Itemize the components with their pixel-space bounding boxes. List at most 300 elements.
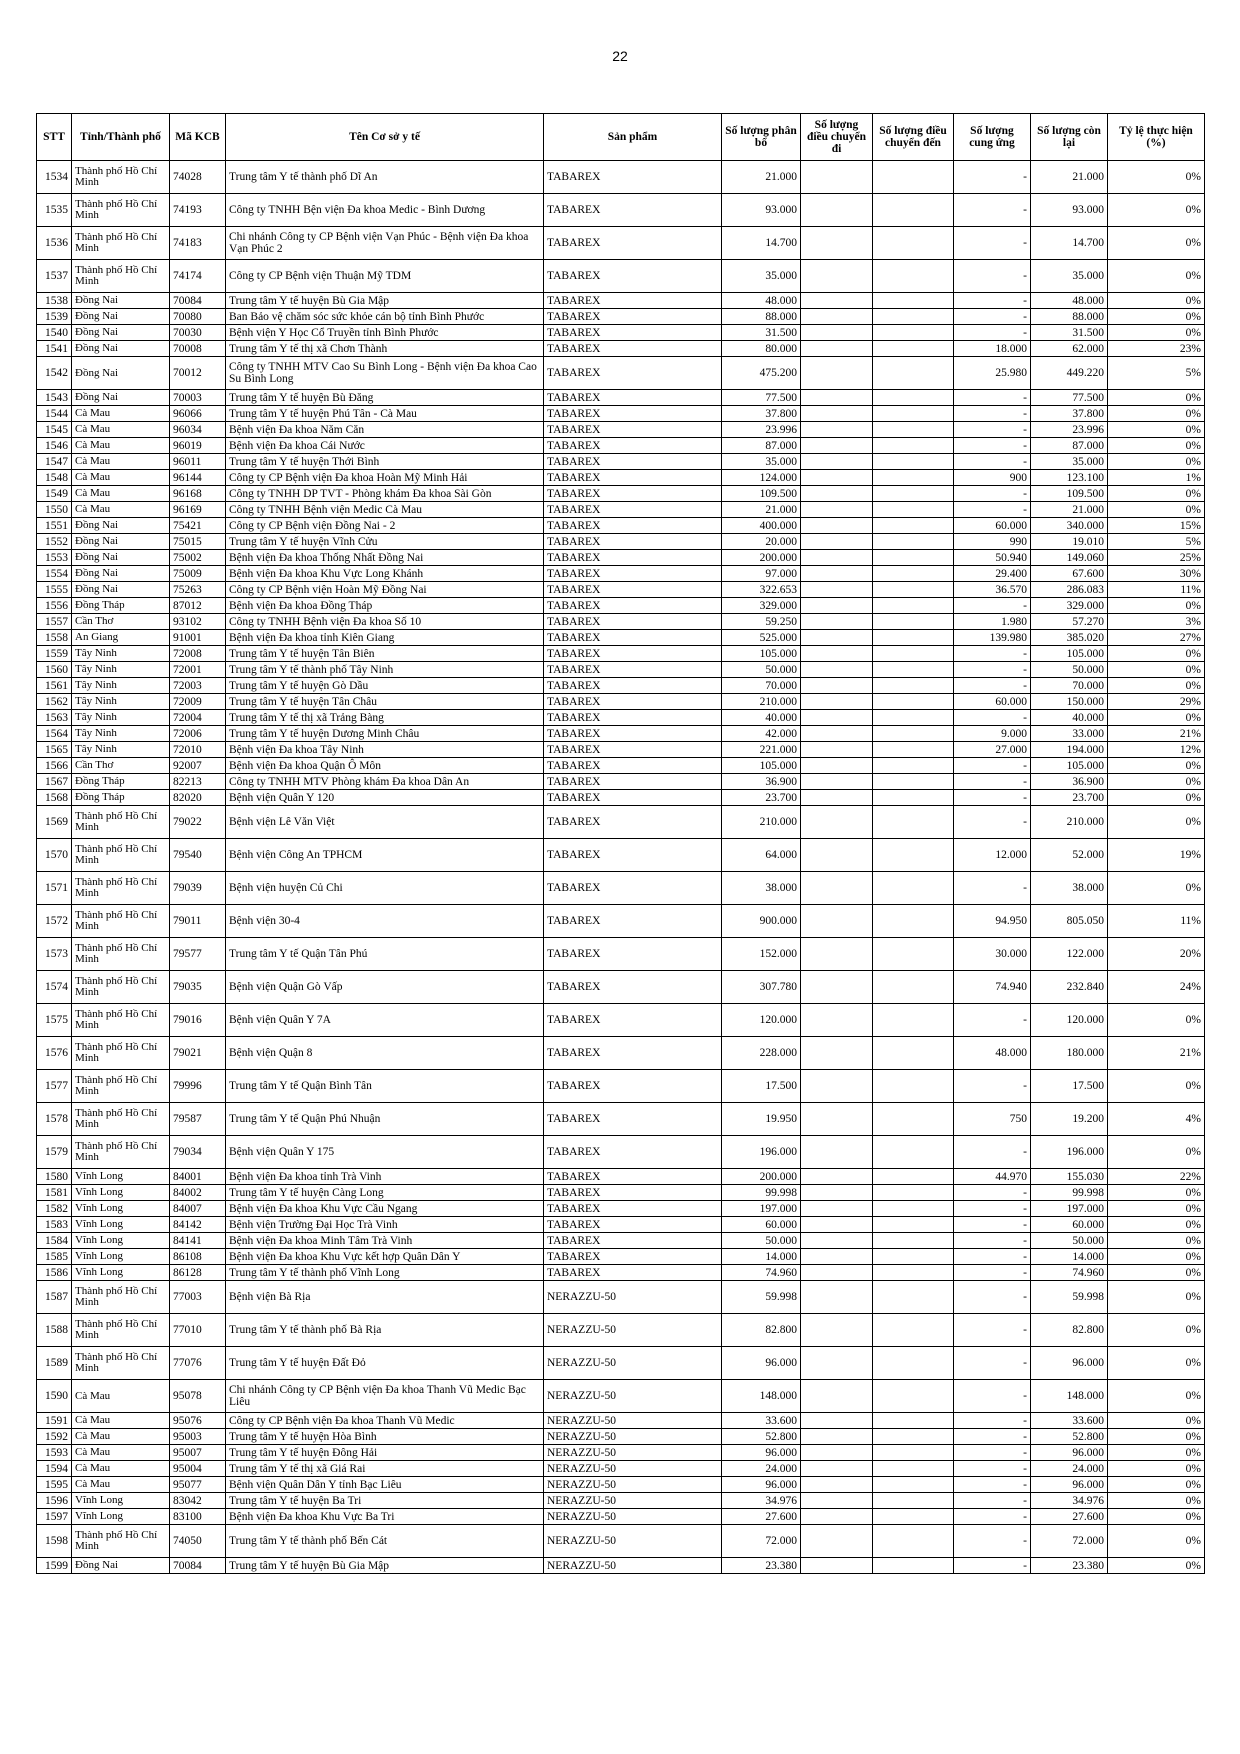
row-transfer-out <box>801 1185 873 1201</box>
row-transfer-out <box>801 422 873 438</box>
row-supplied: - <box>954 774 1031 790</box>
table-row <box>37 1558 1205 1574</box>
row-rate: 0% <box>1108 1070 1205 1103</box>
row-rate: 0% <box>1108 678 1205 694</box>
row-product: TABAREX <box>544 406 722 422</box>
row-stt: 1583 <box>37 1217 72 1233</box>
row-code: 93102 <box>170 614 226 630</box>
row-stt: 1598 <box>37 1525 72 1558</box>
row-transfer-in <box>873 1477 954 1493</box>
table-row <box>37 582 1205 598</box>
row-allocated: 87.000 <box>722 438 801 454</box>
row-allocated: 37.800 <box>722 406 801 422</box>
row-transfer-out <box>801 694 873 710</box>
row-transfer-in <box>873 309 954 325</box>
row-supplied: - <box>954 710 1031 726</box>
row-remaining: 27.600 <box>1031 1509 1108 1525</box>
row-rate: 25% <box>1108 550 1205 566</box>
row-supplied: - <box>954 406 1031 422</box>
row-stt: 1589 <box>37 1347 72 1380</box>
col-remaining: Số lượng còn lại <box>1031 114 1108 161</box>
row-stt: 1594 <box>37 1461 72 1477</box>
row-product: TABAREX <box>544 582 722 598</box>
row-supplied: 139.980 <box>954 630 1031 646</box>
row-rate: 0% <box>1108 872 1205 905</box>
row-transfer-in <box>873 742 954 758</box>
row-remaining: 21.000 <box>1031 161 1108 194</box>
row-province: Cà Mau <box>72 486 170 502</box>
table-row <box>37 1037 1205 1070</box>
row-transfer-out <box>801 1265 873 1281</box>
row-province: Đồng Nai <box>72 390 170 406</box>
row-rate: 0% <box>1108 806 1205 839</box>
row-facility-name: Trung tâm Y tế huyện Bù Gia Mập <box>226 1558 544 1574</box>
row-facility-name: Trung tâm Y tế Quận Tân Phú <box>226 938 544 971</box>
row-supplied: - <box>954 1136 1031 1169</box>
row-product: TABAREX <box>544 534 722 550</box>
table-row <box>37 1493 1205 1509</box>
row-allocated: 35.000 <box>722 260 801 293</box>
row-facility-name: Bệnh viện Quận 8 <box>226 1037 544 1070</box>
table-row <box>37 1233 1205 1249</box>
row-rate: 27% <box>1108 630 1205 646</box>
row-supplied: - <box>954 1413 1031 1429</box>
row-code: 70008 <box>170 341 226 357</box>
row-transfer-out <box>801 630 873 646</box>
row-code: 70012 <box>170 357 226 390</box>
row-stt: 1590 <box>37 1380 72 1413</box>
row-province: Đồng Nai <box>72 566 170 582</box>
table-row <box>37 518 1205 534</box>
row-supplied: 990 <box>954 534 1031 550</box>
row-product: TABAREX <box>544 161 722 194</box>
row-stt: 1560 <box>37 662 72 678</box>
row-product: TABAREX <box>544 1201 722 1217</box>
row-province: Thành phố Hồ Chí Minh <box>72 938 170 971</box>
row-transfer-in <box>873 1558 954 1574</box>
row-transfer-in <box>873 1347 954 1380</box>
row-transfer-out <box>801 1249 873 1265</box>
table-row <box>37 806 1205 839</box>
row-stt: 1592 <box>37 1429 72 1445</box>
table-row <box>37 1380 1205 1413</box>
row-code: 92007 <box>170 758 226 774</box>
row-supplied: - <box>954 438 1031 454</box>
row-rate: 0% <box>1108 646 1205 662</box>
row-code: 75263 <box>170 582 226 598</box>
row-facility-name: Chi nhánh Công ty CP Bệnh viện Đa khoa Thanh Vũ Medic Bạc Liêu <box>226 1380 544 1413</box>
row-stt: 1570 <box>37 839 72 872</box>
row-code: 83042 <box>170 1493 226 1509</box>
row-product: NERAZZU-50 <box>544 1525 722 1558</box>
row-stt: 1548 <box>37 470 72 486</box>
row-stt: 1556 <box>37 598 72 614</box>
row-transfer-out <box>801 726 873 742</box>
table-row <box>37 630 1205 646</box>
row-transfer-in <box>873 1037 954 1070</box>
row-facility-name: Trung tâm Y tế huyện Bù Gia Mập <box>226 293 544 309</box>
row-stt: 1559 <box>37 646 72 662</box>
row-transfer-in <box>873 518 954 534</box>
row-allocated: 400.000 <box>722 518 801 534</box>
row-code: 74050 <box>170 1525 226 1558</box>
row-remaining: 805.050 <box>1031 905 1108 938</box>
row-rate: 11% <box>1108 905 1205 938</box>
row-remaining: 123.100 <box>1031 470 1108 486</box>
row-supplied: - <box>954 1281 1031 1314</box>
row-province: Tây Ninh <box>72 662 170 678</box>
row-code: 72003 <box>170 678 226 694</box>
row-remaining: 99.998 <box>1031 1185 1108 1201</box>
row-transfer-out <box>801 341 873 357</box>
row-rate: 0% <box>1108 1461 1205 1477</box>
row-transfer-out <box>801 872 873 905</box>
row-code: 84007 <box>170 1201 226 1217</box>
row-product: TABAREX <box>544 422 722 438</box>
row-transfer-in <box>873 502 954 518</box>
row-province: Đồng Nai <box>72 534 170 550</box>
row-stt: 1581 <box>37 1185 72 1201</box>
table-header-row <box>37 114 1205 161</box>
row-stt: 1553 <box>37 550 72 566</box>
row-facility-name: Ban Bảo vệ chăm sóc sức khỏe cán bộ tỉnh Bình Phước <box>226 309 544 325</box>
row-stt: 1536 <box>37 227 72 260</box>
row-stt: 1591 <box>37 1413 72 1429</box>
row-rate: 0% <box>1108 662 1205 678</box>
row-allocated: 24.000 <box>722 1461 801 1477</box>
table-row <box>37 406 1205 422</box>
row-rate: 3% <box>1108 614 1205 630</box>
row-facility-name: Trung tâm Y tế thành phố Dĩ An <box>226 161 544 194</box>
row-province: Cà Mau <box>72 1413 170 1429</box>
row-allocated: 105.000 <box>722 646 801 662</box>
row-province: Đồng Nai <box>72 1558 170 1574</box>
row-facility-name: Công ty TNHH Bện viện Đa khoa Medic - Bình Dương <box>226 194 544 227</box>
row-transfer-in <box>873 662 954 678</box>
row-province: Đồng Nai <box>72 293 170 309</box>
row-rate: 0% <box>1108 309 1205 325</box>
row-allocated: 307.780 <box>722 971 801 1004</box>
row-supplied: - <box>954 1201 1031 1217</box>
row-product: TABAREX <box>544 566 722 582</box>
row-province: Thành phố Hồ Chí Minh <box>72 1314 170 1347</box>
row-facility-name: Trung tâm Y tế thành phố Vĩnh Long <box>226 1265 544 1281</box>
row-remaining: 57.270 <box>1031 614 1108 630</box>
row-allocated: 21.000 <box>722 502 801 518</box>
row-province: Vĩnh Long <box>72 1169 170 1185</box>
table-row <box>37 1477 1205 1493</box>
row-product: TABAREX <box>544 502 722 518</box>
row-remaining: 48.000 <box>1031 293 1108 309</box>
row-product: TABAREX <box>544 1217 722 1233</box>
row-transfer-out <box>801 790 873 806</box>
row-stt: 1566 <box>37 758 72 774</box>
row-code: 84002 <box>170 1185 226 1201</box>
row-facility-name: Bệnh viện Công An TPHCM <box>226 839 544 872</box>
table-row <box>37 1070 1205 1103</box>
row-rate: 19% <box>1108 839 1205 872</box>
row-transfer-out <box>801 438 873 454</box>
row-rate: 0% <box>1108 390 1205 406</box>
row-code: 96169 <box>170 502 226 518</box>
row-transfer-in <box>873 1004 954 1037</box>
row-province: Vĩnh Long <box>72 1233 170 1249</box>
row-facility-name: Bệnh viện Quân Y 175 <box>226 1136 544 1169</box>
row-product: TABAREX <box>544 309 722 325</box>
row-rate: 0% <box>1108 325 1205 341</box>
row-stt: 1574 <box>37 971 72 1004</box>
row-transfer-out <box>801 1380 873 1413</box>
row-rate: 20% <box>1108 938 1205 971</box>
row-code: 96034 <box>170 422 226 438</box>
row-supplied: 27.000 <box>954 742 1031 758</box>
row-facility-name: Công ty TNHH MTV Cao Su Bình Long - Bệnh viện Đa khoa Cao Su Bình Long <box>226 357 544 390</box>
row-province: Đồng Tháp <box>72 790 170 806</box>
row-transfer-out <box>801 357 873 390</box>
row-transfer-in <box>873 1169 954 1185</box>
row-rate: 0% <box>1108 1201 1205 1217</box>
row-product: NERAZZU-50 <box>544 1347 722 1380</box>
row-product: TABAREX <box>544 1169 722 1185</box>
row-stt: 1578 <box>37 1103 72 1136</box>
row-rate: 0% <box>1108 790 1205 806</box>
row-rate: 15% <box>1108 518 1205 534</box>
row-product: TABAREX <box>544 357 722 390</box>
row-facility-name: Bệnh viện Đa khoa Khu Vực Cầu Ngang <box>226 1201 544 1217</box>
row-province: Cà Mau <box>72 1445 170 1461</box>
row-facility-name: Bệnh viện Đa khoa Tây Ninh <box>226 742 544 758</box>
row-province: Vĩnh Long <box>72 1509 170 1525</box>
row-code: 83100 <box>170 1509 226 1525</box>
row-allocated: 221.000 <box>722 742 801 758</box>
row-facility-name: Bệnh viện huyện Củ Chi <box>226 872 544 905</box>
row-transfer-out <box>801 194 873 227</box>
row-stt: 1535 <box>37 194 72 227</box>
row-allocated: 124.000 <box>722 470 801 486</box>
row-product: TABAREX <box>544 872 722 905</box>
row-province: Thành phố Hồ Chí Minh <box>72 872 170 905</box>
row-code: 74028 <box>170 161 226 194</box>
row-province: Thành phố Hồ Chí Minh <box>72 1004 170 1037</box>
col-allocated: Số lượng phân bổ <box>722 114 801 161</box>
row-supplied: 60.000 <box>954 694 1031 710</box>
row-supplied: 50.940 <box>954 550 1031 566</box>
row-rate: 11% <box>1108 582 1205 598</box>
row-rate: 0% <box>1108 1413 1205 1429</box>
row-allocated: 35.000 <box>722 454 801 470</box>
row-remaining: 105.000 <box>1031 758 1108 774</box>
table-row <box>37 1169 1205 1185</box>
row-allocated: 64.000 <box>722 839 801 872</box>
row-allocated: 109.500 <box>722 486 801 502</box>
row-rate: 0% <box>1108 422 1205 438</box>
row-supplied: - <box>954 1233 1031 1249</box>
row-transfer-in <box>873 1509 954 1525</box>
row-province: Đồng Nai <box>72 518 170 534</box>
table-row <box>37 470 1205 486</box>
row-transfer-in <box>873 678 954 694</box>
row-transfer-out <box>801 227 873 260</box>
row-product: TABAREX <box>544 470 722 486</box>
row-supplied: - <box>954 1429 1031 1445</box>
row-product: NERAZZU-50 <box>544 1461 722 1477</box>
table-row <box>37 502 1205 518</box>
row-transfer-out <box>801 662 873 678</box>
row-remaining: 96.000 <box>1031 1445 1108 1461</box>
row-code: 70080 <box>170 309 226 325</box>
row-remaining: 35.000 <box>1031 260 1108 293</box>
row-supplied: - <box>954 662 1031 678</box>
row-remaining: 60.000 <box>1031 1217 1108 1233</box>
row-stt: 1582 <box>37 1201 72 1217</box>
row-supplied: - <box>954 1004 1031 1037</box>
row-code: 82020 <box>170 790 226 806</box>
row-allocated: 23.380 <box>722 1558 801 1574</box>
row-product: TABAREX <box>544 630 722 646</box>
row-transfer-in <box>873 774 954 790</box>
row-transfer-out <box>801 1314 873 1347</box>
row-rate: 0% <box>1108 1445 1205 1461</box>
row-allocated: 74.960 <box>722 1265 801 1281</box>
table-row <box>37 614 1205 630</box>
row-code: 95003 <box>170 1429 226 1445</box>
row-product: NERAZZU-50 <box>544 1509 722 1525</box>
row-rate: 21% <box>1108 1037 1205 1070</box>
row-transfer-out <box>801 309 873 325</box>
row-transfer-in <box>873 454 954 470</box>
row-stt: 1551 <box>37 518 72 534</box>
row-allocated: 200.000 <box>722 550 801 566</box>
row-transfer-in <box>873 1281 954 1314</box>
row-product: TABAREX <box>544 550 722 566</box>
row-allocated: 96.000 <box>722 1477 801 1493</box>
row-province: Thành phố Hồ Chí Minh <box>72 194 170 227</box>
row-transfer-in <box>873 1136 954 1169</box>
row-facility-name: Bệnh viện Bà Rịa <box>226 1281 544 1314</box>
row-supplied: - <box>954 1525 1031 1558</box>
row-stt: 1534 <box>37 161 72 194</box>
row-transfer-in <box>873 1314 954 1347</box>
row-rate: 0% <box>1108 1429 1205 1445</box>
row-stt: 1538 <box>37 293 72 309</box>
row-stt: 1545 <box>37 422 72 438</box>
row-rate: 0% <box>1108 1493 1205 1509</box>
row-stt: 1567 <box>37 774 72 790</box>
row-allocated: 38.000 <box>722 872 801 905</box>
row-facility-name: Công ty CP Bệnh viện Đa khoa Thanh Vũ Medic <box>226 1413 544 1429</box>
row-supplied: - <box>954 1217 1031 1233</box>
row-stt: 1577 <box>37 1070 72 1103</box>
row-province: Thành phố Hồ Chí Minh <box>72 1281 170 1314</box>
row-allocated: 14.700 <box>722 227 801 260</box>
row-allocated: 36.900 <box>722 774 801 790</box>
row-code: 75015 <box>170 534 226 550</box>
row-product: TABAREX <box>544 1070 722 1103</box>
row-supplied: - <box>954 1314 1031 1347</box>
row-remaining: 232.840 <box>1031 971 1108 1004</box>
table-row <box>37 422 1205 438</box>
row-stt: 1562 <box>37 694 72 710</box>
table-row <box>37 1249 1205 1265</box>
table-row <box>37 1217 1205 1233</box>
row-transfer-in <box>873 1461 954 1477</box>
row-supplied: 12.000 <box>954 839 1031 872</box>
row-transfer-out <box>801 1477 873 1493</box>
row-rate: 24% <box>1108 971 1205 1004</box>
page-number: 22 <box>612 48 628 64</box>
row-transfer-in <box>873 470 954 486</box>
row-supplied: - <box>954 161 1031 194</box>
row-product: TABAREX <box>544 646 722 662</box>
row-facility-name: Trung tâm Y tế huyện Thới Bình <box>226 454 544 470</box>
row-transfer-out <box>801 161 873 194</box>
row-product: NERAZZU-50 <box>544 1445 722 1461</box>
row-transfer-out <box>801 582 873 598</box>
row-facility-name: Bệnh viện Đa khoa Minh Tâm Trà Vinh <box>226 1233 544 1249</box>
row-transfer-in <box>873 390 954 406</box>
row-stt: 1539 <box>37 309 72 325</box>
table-row <box>37 1347 1205 1380</box>
row-rate: 0% <box>1108 1380 1205 1413</box>
table-row <box>37 646 1205 662</box>
row-transfer-out <box>801 1233 873 1249</box>
row-allocated: 52.800 <box>722 1429 801 1445</box>
row-supplied: - <box>954 790 1031 806</box>
row-rate: 21% <box>1108 726 1205 742</box>
row-allocated: 27.600 <box>722 1509 801 1525</box>
row-province: Tây Ninh <box>72 646 170 662</box>
row-facility-name: Trung tâm Y tế huyện Phú Tân - Cà Mau <box>226 406 544 422</box>
col-stt: STT <box>37 114 72 161</box>
row-transfer-in <box>873 1413 954 1429</box>
table-row <box>37 325 1205 341</box>
row-facility-name: Trung tâm Y tế huyện Càng Long <box>226 1185 544 1201</box>
row-province: Cần Thơ <box>72 758 170 774</box>
row-province: Tây Ninh <box>72 710 170 726</box>
row-supplied: 74.940 <box>954 971 1031 1004</box>
row-allocated: 59.998 <box>722 1281 801 1314</box>
row-rate: 0% <box>1108 161 1205 194</box>
table-row <box>37 839 1205 872</box>
row-transfer-in <box>873 806 954 839</box>
row-facility-name: Bệnh viện Đa khoa Khu Vực Long Khánh <box>226 566 544 582</box>
row-code: 84141 <box>170 1233 226 1249</box>
row-code: 96019 <box>170 438 226 454</box>
row-facility-name: Trung tâm Y tế thị xã Chơn Thành <box>226 341 544 357</box>
table-row <box>37 1281 1205 1314</box>
row-product: TABAREX <box>544 742 722 758</box>
row-province: Đồng Tháp <box>72 774 170 790</box>
row-code: 72001 <box>170 662 226 678</box>
row-code: 79022 <box>170 806 226 839</box>
row-supplied: - <box>954 1265 1031 1281</box>
row-rate: 23% <box>1108 341 1205 357</box>
row-remaining: 23.380 <box>1031 1558 1108 1574</box>
row-rate: 0% <box>1108 1217 1205 1233</box>
row-remaining: 149.060 <box>1031 550 1108 566</box>
row-transfer-out <box>801 518 873 534</box>
row-allocated: 228.000 <box>722 1037 801 1070</box>
row-transfer-in <box>873 598 954 614</box>
row-code: 74183 <box>170 227 226 260</box>
row-supplied: - <box>954 1185 1031 1201</box>
row-supplied: - <box>954 598 1031 614</box>
row-transfer-in <box>873 1249 954 1265</box>
table-row <box>37 710 1205 726</box>
row-transfer-out <box>801 293 873 309</box>
row-remaining: 17.500 <box>1031 1070 1108 1103</box>
row-code: 72008 <box>170 646 226 662</box>
